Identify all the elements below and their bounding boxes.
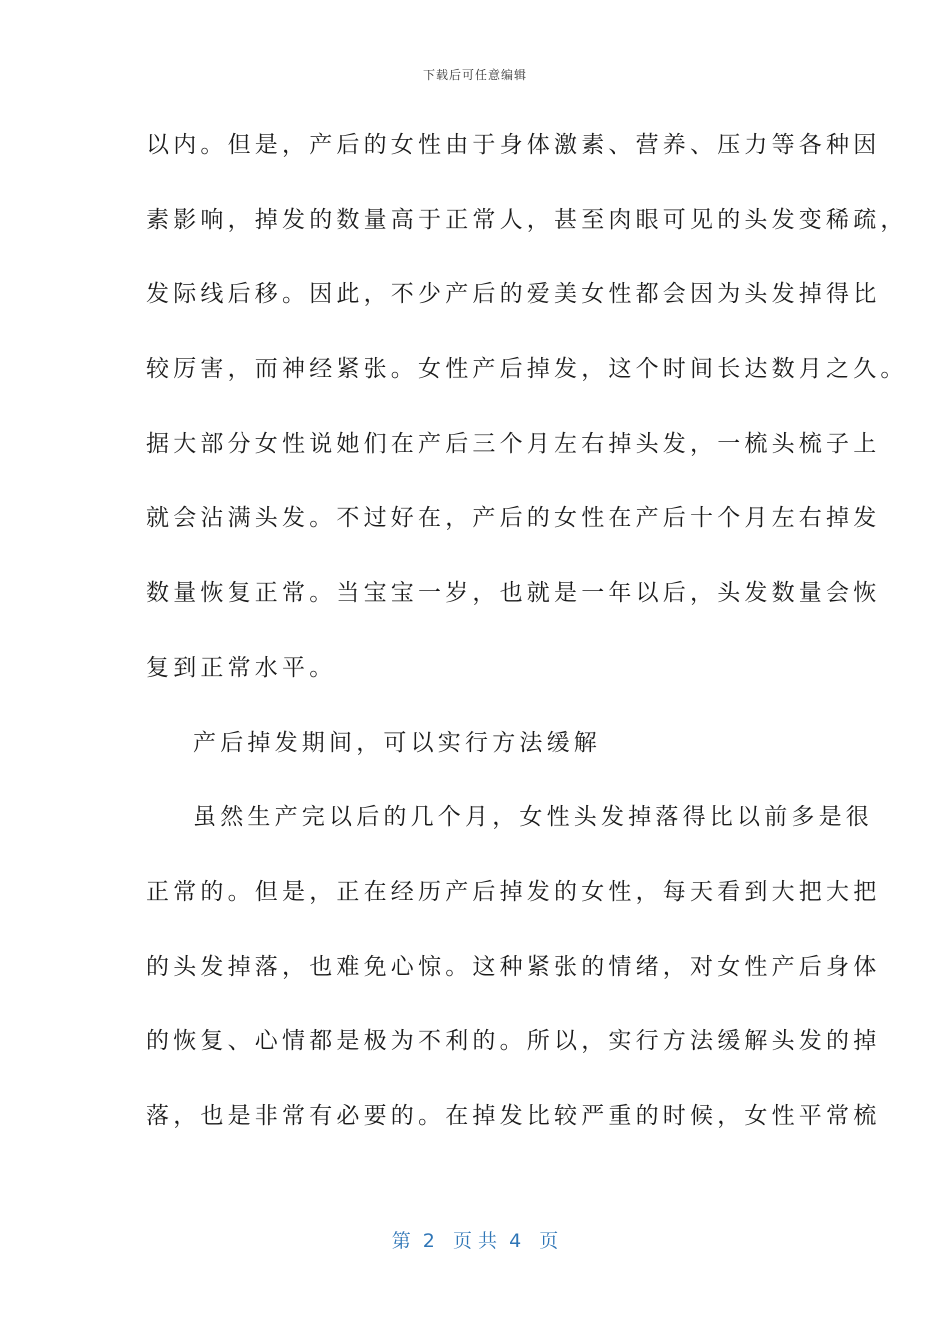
text-line: 发际线后移。因此，不少产后的爱美女性都会因为头发掉得比 <box>146 281 881 308</box>
section-heading: 产后掉发期间，可以实行方法缓解 <box>193 729 601 756</box>
text-line: 复到正常水平。 <box>146 654 337 681</box>
text-line: 的恢复、心情都是极为不利的。所以，实行方法缓解头发的掉 <box>146 1028 881 1055</box>
document-body <box>146 122 908 1168</box>
text-line: 的头发掉落，也难免心惊。这种紧张的情绪，对女性产后身体 <box>146 953 881 980</box>
text-line: 素影响，掉发的数量高于正常人，甚至肉眼可见的头发变稀疏， <box>146 206 908 233</box>
text-line: 较厉害，而神经紧张。女性产后掉发，这个时间长达数月之久。 <box>146 356 908 383</box>
text-line: 虽然生产完以后的几个月，女性头发掉落得比以前多是很 <box>193 804 873 831</box>
text-line: 以内。但是，产后的女性由于身体激素、营养、压力等各种因 <box>146 132 881 158</box>
text-line: 正常的。但是，正在经历产后掉发的女性，每天看到大把大把 <box>146 878 881 905</box>
page-footer: 第 2 页 共 4 页 <box>391 1230 559 1252</box>
text-line: 就会沾满头发。不过好在，产后的女性在产后十个月左右掉发 <box>146 505 881 532</box>
text-line: 落，也是非常有必要的。在掉发比较严重的时候，女性平常梳 <box>146 1102 881 1129</box>
page-header: 下载后可任意编辑 <box>422 68 527 82</box>
text-line: 数量恢复正常。当宝宝一岁，也就是一年以后，头发数量会恢 <box>146 580 881 607</box>
text-line: 据大部分女性说她们在产后三个月左右掉头发，一梳头梳子上 <box>146 430 881 457</box>
